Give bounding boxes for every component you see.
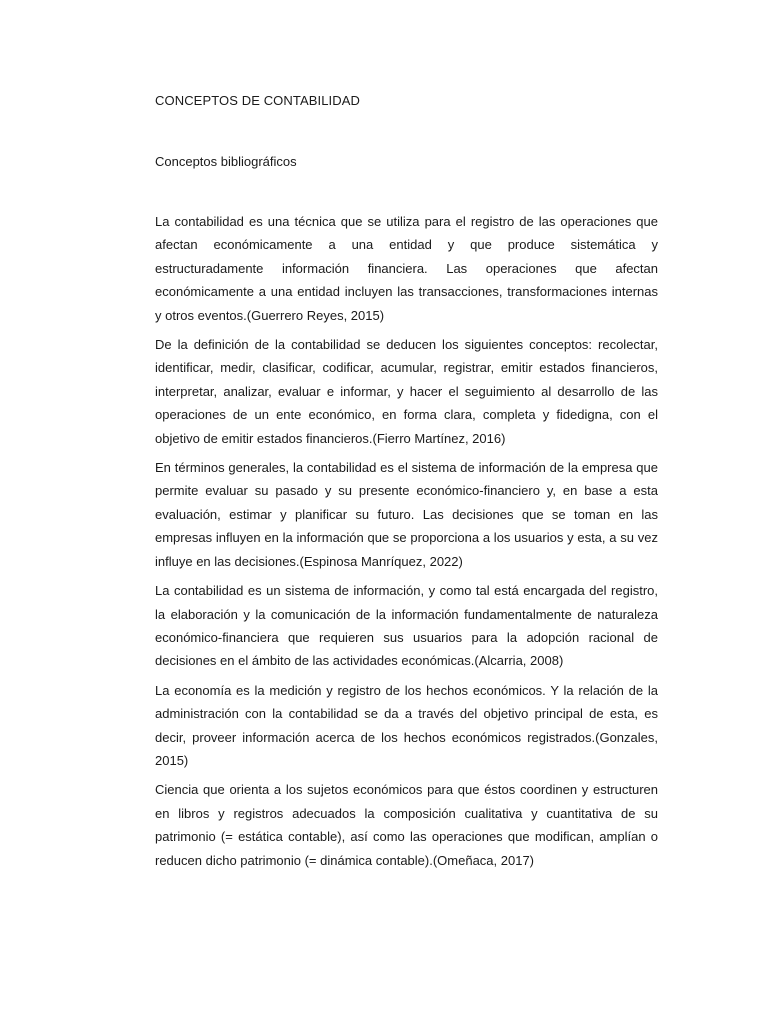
paragraph-1: La contabilidad es una técnica que se utiliza para el registro de las operaciones que afectan económicamente a una entidad y que produce sistemática y estructuradamente información financiera. Las operaciones que afectan económicamente a una entidad incluyen las transacciones, transformaciones internas y otros eventos.(Guerrero Reyes, 2015): [155, 214, 658, 323]
paragraph-5: La economía es la medición y registro de los hechos económicos. Y la relación de la administración con la contabilidad se da a través del objetivo principal de esta, es decir, proveer información acerca de los hechos económicos registrados.(Gonzales, 2015): [155, 682, 658, 768]
document-subtitle: Conceptos bibliográficos: [155, 154, 297, 169]
document-body: [155, 210, 658, 878]
paragraph-6: Ciencia que orienta a los sujetos económicos para que éstos coordinen y estructuren en libros y registros adecuados la composición cualitativa y cuantitativa de su patrimonio (= estática contable), así como las operaciones que modifican, amplían o reducen dicho patrimonio (= dinámica contable).(Omeñaca, 2017): [155, 782, 658, 868]
document-title: CONCEPTOS DE CONTABILIDAD: [155, 93, 360, 108]
paragraph-4: La contabilidad es un sistema de información, y como tal está encargada del registro, la elaboración y la comunicación de la información fundamentalmente de naturaleza económico-financiera que requieren sus usuarios para la adopción racional de decisiones en el ámbito de las actividades económicas.(Alcarria, 2008): [155, 583, 658, 669]
paragraph-2: De la definición de la contabilidad se deducen los siguientes conceptos: recolectar, identificar, medir, clasificar, codificar, acumular, registrar, emitir estados financieros, interpretar, analizar, evaluar e informar, y hacer el seguimiento al desarrollo de las operaciones de un ente económico, en forma clara, completa y fidedigna, con el objetivo de emitir estados financieros.(Fierro Martínez, 2016): [155, 337, 658, 446]
paragraph-3: En términos generales, la contabilidad es el sistema de información de la empresa que permite evaluar su pasado y su presente económico-financiero y, en base a esta evaluación, estimar y planificar su futuro. Las decisiones que se toman en las empresas influyen en la información que se proporciona a los usuarios y esta, a su vez influye en las decisiones.(Espinosa Manríquez, 2022): [155, 460, 658, 569]
